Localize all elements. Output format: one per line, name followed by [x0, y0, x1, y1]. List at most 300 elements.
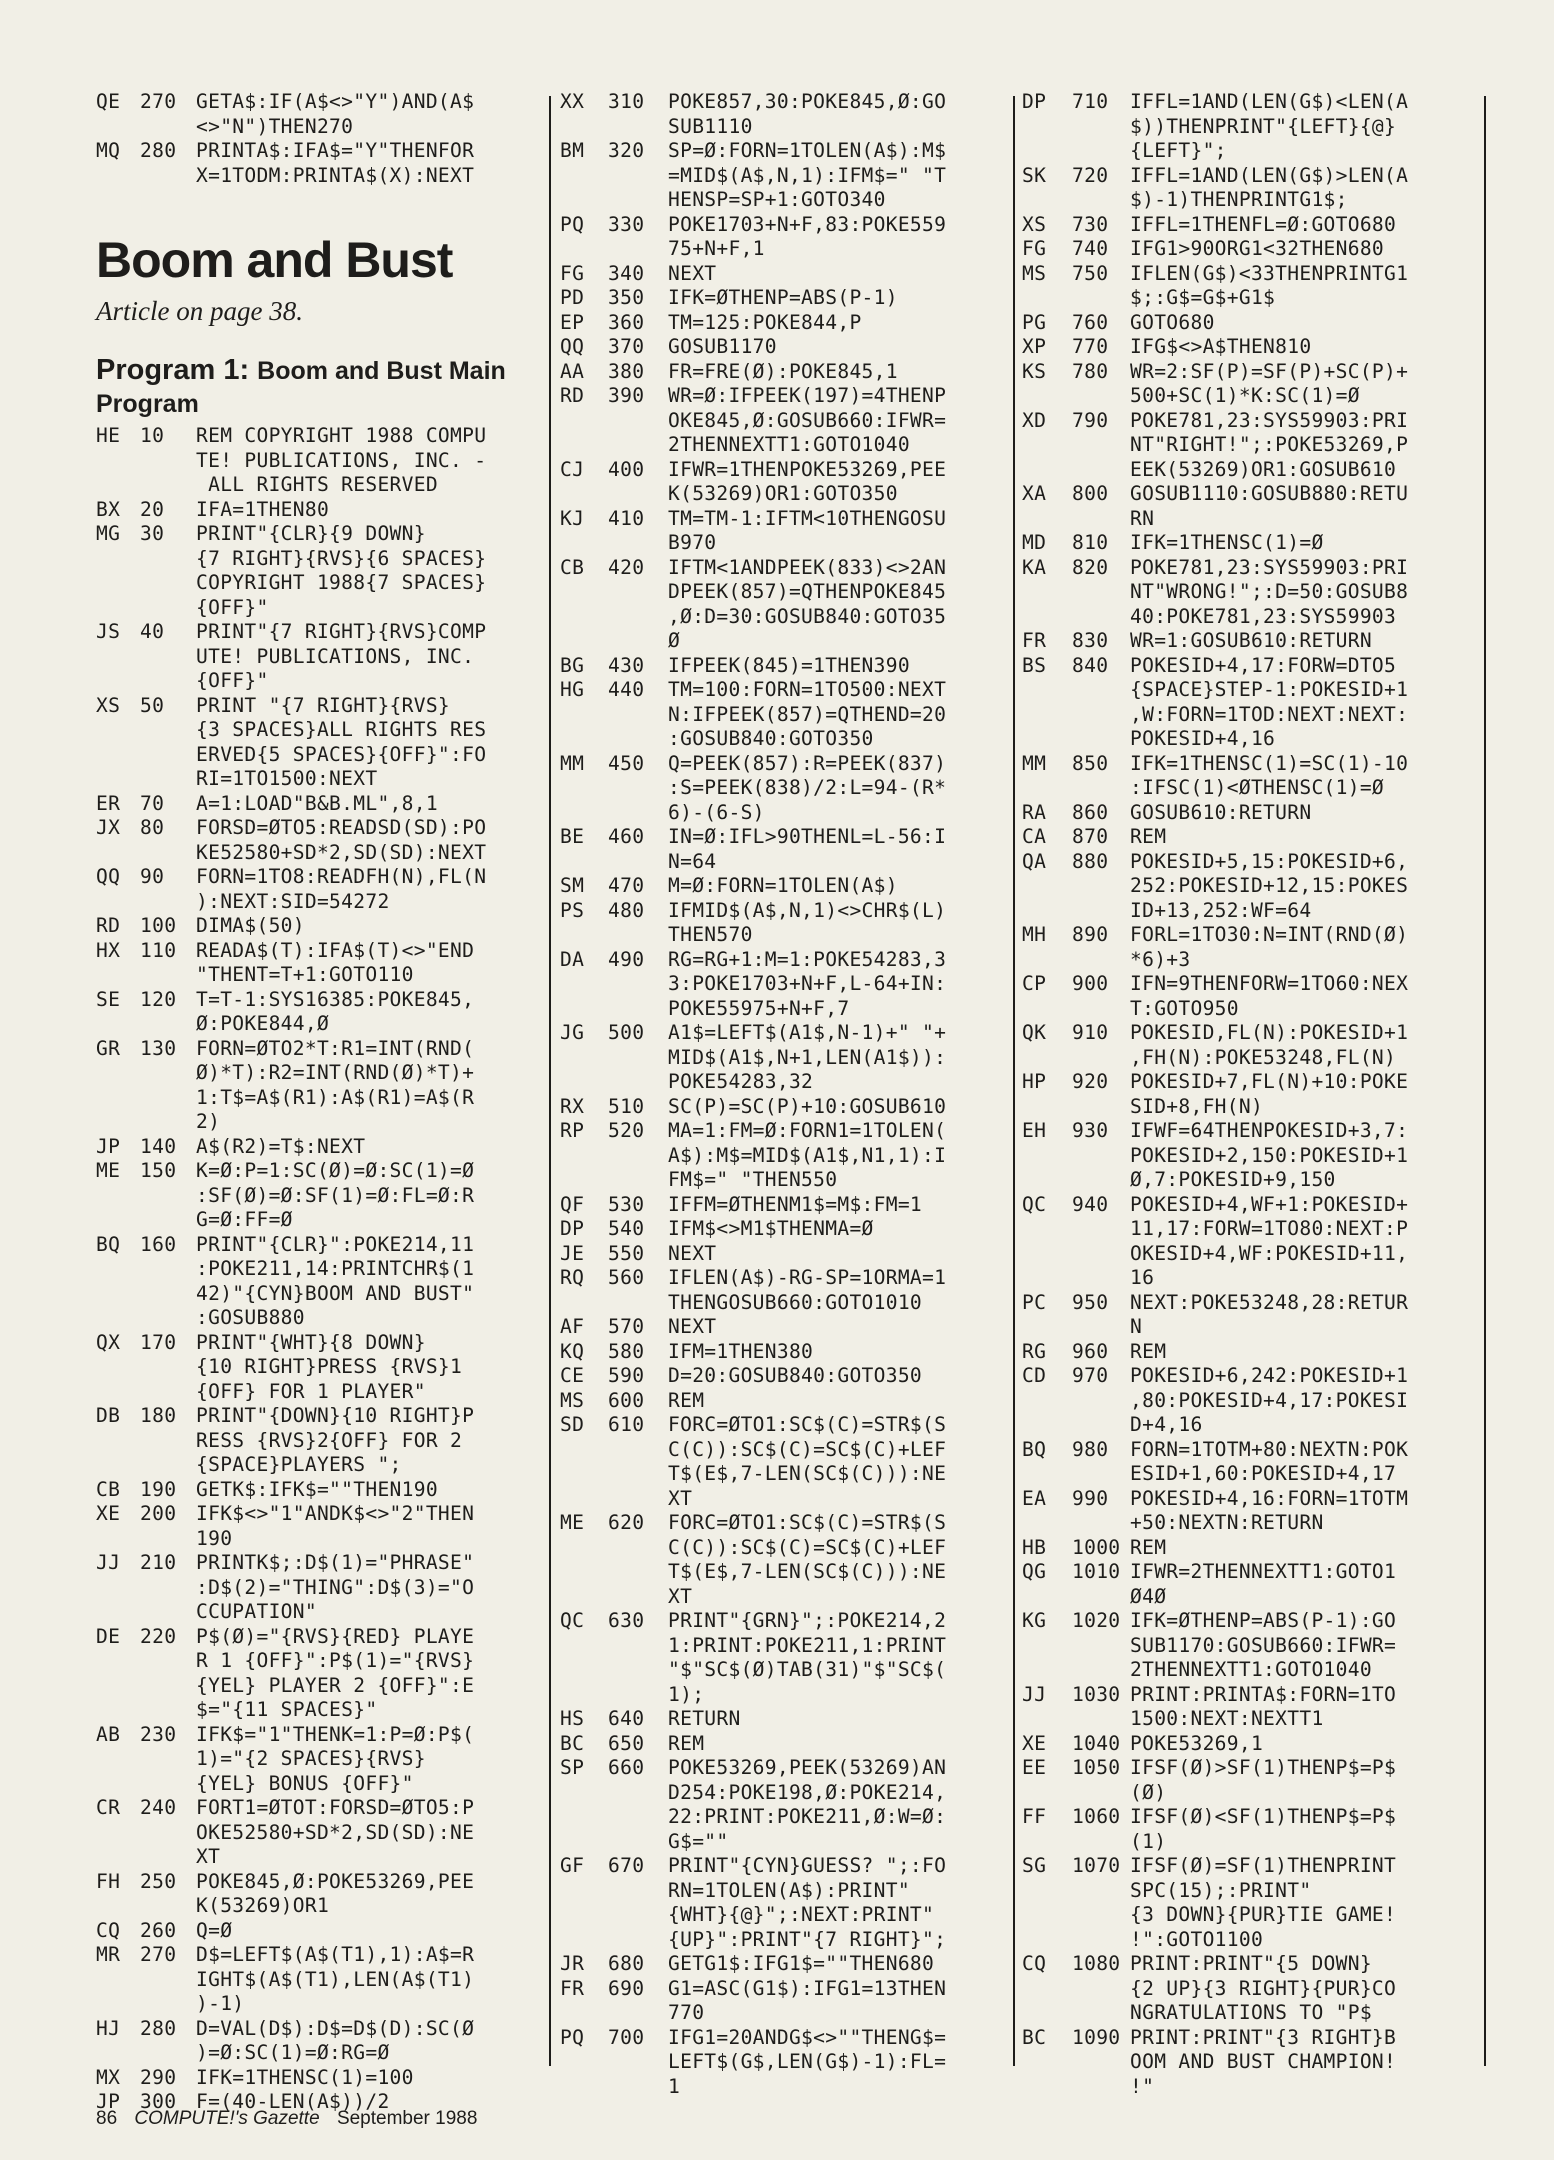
checksum: XA	[1022, 482, 1047, 505]
code-line	[560, 1193, 1010, 1218]
code-text: PRINT:PRINT"{5 DOWN} {2 UP}{3 RIGHT}{PUR}CO NGRATULATIONS TO "P$	[1130, 1952, 1397, 2024]
code-text: D$=LEFT$(A$(T1),1):A$=R IGHT$(A$(T1),LEN(A$(T1) )-1)	[196, 1943, 475, 2015]
checksum: CA	[1022, 825, 1047, 848]
line-number: 30	[140, 522, 165, 545]
code-text: TM=125:POKE844,P	[668, 310, 862, 334]
checksum: DB	[96, 1404, 121, 1427]
code-text: GETK$:IFK$=""THEN190	[196, 1477, 438, 1501]
code-text: REM	[668, 1388, 705, 1412]
code-line	[560, 1732, 1010, 1757]
checksum: GR	[96, 1036, 121, 1060]
line-number: 240	[140, 1796, 177, 1819]
line-number: 670	[608, 1854, 645, 1877]
line-number: 280	[140, 2016, 177, 2040]
code-text: IFK=1THENSC(1)=Ø	[1130, 531, 1324, 554]
checksum: QE	[96, 90, 121, 113]
code-line	[560, 1977, 1010, 2026]
code-text: IFLEN(G$)<33THENPRINTG1 $;:G$=G$+G1$	[1130, 261, 1409, 309]
line-number: 720	[1072, 163, 1109, 187]
checksum: BX	[96, 497, 121, 521]
line-number: 890	[1072, 923, 1109, 946]
code-line	[1022, 1732, 1482, 1757]
checksum: QQ	[96, 865, 121, 888]
code-line	[96, 914, 536, 939]
code-text: POKE781,23:SYS59903:PRI NT"RIGHT!";:POKE53269,P EEK(53269)OR1:GOSUB610	[1130, 408, 1409, 481]
checksum: ME	[96, 1159, 121, 1182]
checksum: QA	[1022, 849, 1047, 873]
code-line	[560, 948, 1010, 1022]
checksum: CQ	[96, 1918, 121, 1942]
checksum: PC	[1022, 1290, 1047, 1314]
checksum: DA	[560, 947, 585, 971]
code-text: IFG$<>A$THEN810	[1130, 335, 1312, 358]
code-text: M=Ø:FORN=1TOLEN(A$)	[668, 874, 898, 897]
code-line	[1022, 164, 1482, 213]
line-number: 430	[608, 653, 645, 677]
code-text: NEXT	[668, 261, 717, 285]
code-line	[96, 2066, 536, 2091]
code-text: A$(R2)=T$:NEXT	[196, 1134, 366, 1158]
checksum: SG	[1022, 1854, 1047, 1877]
code-text: IFSF(Ø)>SF(1)THENP$=P$ (Ø)	[1130, 1756, 1397, 1804]
line-number: 880	[1072, 849, 1109, 873]
checksum: ER	[96, 791, 121, 815]
checksum: MD	[1022, 531, 1047, 554]
code-line	[560, 654, 1010, 679]
line-number: 740	[1072, 237, 1109, 260]
line-number: 190	[140, 1477, 177, 1501]
code-text: TM=TM-1:IFTM<10THENGOSU B970	[668, 506, 947, 554]
checksum: RG	[1022, 1339, 1047, 1363]
code-text: F=(40-LEN(A$))/2	[196, 2090, 390, 2113]
listing-column-1	[96, 90, 536, 2115]
code-text: PRINT:PRINTA$:FORN=1TO 1500:NEXT:NEXTT1	[1130, 1682, 1397, 1730]
line-number: 540	[608, 1217, 645, 1240]
checksum: QK	[1022, 1021, 1047, 1044]
checksum: JP	[96, 1134, 121, 1158]
code-line	[1022, 556, 1482, 630]
line-number: 690	[608, 1976, 645, 2000]
code-line	[1022, 972, 1482, 1021]
checksum: XP	[1022, 335, 1047, 358]
checksum: HB	[1022, 1535, 1047, 1559]
checksum: HS	[560, 1707, 585, 1730]
line-number: 440	[608, 678, 645, 701]
listing-column-3	[1022, 90, 1482, 2099]
line-number: 1030	[1072, 1682, 1121, 1706]
checksum: BQ	[1022, 1437, 1047, 1461]
code-text: POKESID+4,16:FORN=1TOTM +50:NEXTN:RETURN	[1130, 1486, 1409, 1534]
checksum: KS	[1022, 359, 1047, 383]
line-number: 620	[608, 1511, 645, 1534]
checksum: MM	[1022, 751, 1047, 775]
line-number: 570	[608, 1315, 645, 1338]
line-number: 800	[1072, 482, 1109, 505]
line-number: 910	[1072, 1021, 1109, 1044]
line-number: 400	[608, 457, 645, 481]
code-line	[560, 1707, 1010, 1732]
checksum: BS	[1022, 653, 1047, 677]
code-line	[560, 286, 1010, 311]
checksum: PQ	[560, 212, 585, 236]
code-text: IFWF=64THENPOKESID+3,7: POKESID+2,150:POKESID+1 Ø,7:POKESID+9,150	[1130, 1119, 1409, 1191]
code-text: FR=FRE(Ø):POKE845,1	[668, 359, 898, 383]
code-text: IN=Ø:IFL>90THENL=L-56:I N=64	[668, 825, 947, 873]
code-text: A1$=LEFT$(A1$,N-1)+" "+ MID$(A1$,N+1,LEN(A1$)): POKE54283,32	[668, 1021, 947, 1093]
code-line	[96, 90, 536, 139]
checksum: KJ	[560, 506, 585, 530]
checksum: KG	[1022, 1609, 1047, 1632]
checksum: JX	[96, 816, 121, 839]
code-line	[560, 507, 1010, 556]
code-line	[1022, 1952, 1482, 2026]
page-number: 86	[96, 2108, 118, 2129]
code-text: IFK$="1"THENK=1:P=Ø:P$( 1)="{2 SPACES}{RVS} {YEL} BONUS {OFF}"	[196, 1722, 475, 1795]
line-number: 220	[140, 1624, 177, 1648]
checksum: PD	[560, 286, 585, 309]
code-line	[96, 1135, 536, 1160]
checksum: BC	[1022, 2025, 1047, 2049]
code-line	[560, 311, 1010, 336]
line-number: 310	[608, 90, 645, 113]
checksum: JE	[560, 1241, 585, 1265]
code-line	[96, 1037, 536, 1135]
checksum: MS	[560, 1388, 585, 1412]
code-line	[1022, 311, 1482, 336]
line-number: 700	[608, 2025, 645, 2049]
code-line	[1022, 1560, 1482, 1609]
code-line	[1022, 237, 1482, 262]
code-text: IFG1>90ORG1<32THEN680	[1130, 237, 1385, 260]
code-text: Q=PEEK(857):R=PEEK(837) :S=PEEK(838)/2:L=94-(R* 6)-(6-S)	[668, 751, 947, 824]
checksum: BC	[560, 1731, 585, 1755]
code-line	[560, 458, 1010, 507]
code-line	[560, 1854, 1010, 1952]
checksum: RQ	[560, 1266, 585, 1289]
code-text: IFM=1THEN380	[668, 1339, 814, 1363]
line-number: 100	[140, 914, 177, 937]
code-line	[1022, 752, 1482, 801]
line-number: 1000	[1072, 1535, 1121, 1559]
code-text: POKESID,FL(N):POKESID+1 ,FH(N):POKE53248,FL(N)	[1130, 1021, 1409, 1069]
checksum: RX	[560, 1094, 585, 1118]
code-text: WR=1:GOSUB610:RETURN	[1130, 629, 1372, 652]
line-number: 730	[1072, 212, 1109, 236]
checksum: QG	[1022, 1560, 1047, 1583]
checksum: CB	[96, 1477, 121, 1501]
checksum: FR	[1022, 629, 1047, 652]
code-text: NEXT:POKE53248,28:RETUR N	[1130, 1290, 1409, 1338]
checksum: FR	[560, 1976, 585, 2000]
line-number: 280	[140, 139, 177, 162]
code-line	[96, 792, 536, 817]
line-number: 810	[1072, 531, 1109, 554]
checksum: HP	[1022, 1070, 1047, 1093]
checksum: QC	[560, 1609, 585, 1632]
code-line	[560, 1609, 1010, 1707]
code-text: G1=ASC(G1$):IFG1=13THEN 770	[668, 1976, 947, 2024]
code-line	[560, 1119, 1010, 1193]
checksum: DE	[96, 1624, 121, 1648]
code-line	[1022, 1854, 1482, 1952]
checksum: SE	[96, 987, 121, 1011]
checksum: KA	[1022, 555, 1047, 579]
checksum: FH	[96, 1869, 121, 1893]
checksum: FG	[1022, 237, 1047, 260]
code-line	[1022, 1756, 1482, 1805]
checksum: XE	[1022, 1731, 1047, 1755]
line-number: 330	[608, 212, 645, 236]
line-number: 370	[608, 335, 645, 358]
code-line	[1022, 2026, 1482, 2100]
line-number: 170	[140, 1330, 177, 1354]
listing-block	[1022, 90, 1482, 2099]
line-number: 80	[140, 816, 165, 839]
code-line	[560, 262, 1010, 287]
code-text: D=VAL(D$):D$=D$(D):SC(Ø )=Ø:SC(1)=Ø:RG=Ø	[196, 2016, 475, 2064]
code-text: REM	[1130, 1339, 1167, 1363]
checksum: AF	[560, 1315, 585, 1338]
code-text: POKE53269,PEEK(53269)AN D254:POKE198,Ø:POKE214, 22:PRINT:POKE211,Ø:W=Ø: G$=""	[668, 1756, 947, 1853]
code-text: DIMA$(50)	[196, 914, 305, 937]
code-text: PRINT"{WHT}{8 DOWN} {10 RIGHT}PRESS {RVS}1 {OFF} FOR 1 PLAYER"	[196, 1330, 463, 1403]
line-number: 950	[1072, 1290, 1109, 1314]
checksum: PQ	[560, 2025, 585, 2049]
code-line	[560, 1364, 1010, 1389]
checksum: CQ	[1022, 1952, 1047, 1975]
code-line	[96, 1478, 536, 1503]
line-number: 580	[608, 1339, 645, 1363]
line-number: 50	[140, 693, 165, 717]
line-number: 640	[608, 1707, 645, 1730]
line-number: 230	[140, 1722, 177, 1746]
line-number: 490	[608, 947, 645, 971]
checksum: BQ	[96, 1232, 121, 1256]
code-line	[1022, 213, 1482, 238]
checksum: HX	[96, 938, 121, 962]
code-line	[96, 522, 536, 620]
code-text: GETG1$:IFG1$=""THEN680	[668, 1952, 935, 1975]
code-line	[1022, 1487, 1482, 1536]
code-line	[560, 874, 1010, 899]
code-line	[560, 139, 1010, 213]
checksum: MQ	[96, 139, 121, 162]
code-line	[560, 1217, 1010, 1242]
code-line	[560, 335, 1010, 360]
code-text: FORT1=ØTOT:FORSD=ØTO5:P OKE52580+SD*2,SD(SD):NE XT	[196, 1796, 475, 1868]
code-line	[1022, 801, 1482, 826]
checksum: QF	[560, 1192, 585, 1216]
checksum: BE	[560, 825, 585, 848]
checksum: JP	[96, 2090, 121, 2113]
code-text: PRINT"{7 RIGHT}{RVS}COMP UTE! PUBLICATIONS, INC. {OFF}"	[196, 620, 487, 692]
code-line	[1022, 531, 1482, 556]
line-number: 10	[140, 424, 165, 447]
line-number: 460	[608, 825, 645, 848]
checksum: CJ	[560, 457, 585, 481]
line-number: 140	[140, 1134, 177, 1158]
checksum: JJ	[96, 1551, 121, 1574]
code-text: SC(P)=SC(P)+10:GOSUB610	[668, 1094, 947, 1118]
code-text: POKESID+5,15:POKESID+6, 252:POKESID+12,15:POKES ID+13,252:WF=64	[1130, 849, 1409, 922]
line-number: 180	[140, 1404, 177, 1427]
code-line	[96, 424, 536, 498]
code-text: PRINT"{GRN}";:POKE214,2 1:PRINT:POKE211,1:PRINT "$"SC$(Ø)TAB(31)"$"SC$( 1);	[668, 1609, 947, 1706]
checksum: DP	[560, 1217, 585, 1240]
checksum: XX	[560, 90, 585, 113]
checksum: SK	[1022, 163, 1047, 187]
checksum: BM	[560, 139, 585, 162]
code-line	[1022, 1291, 1482, 1340]
line-number: 830	[1072, 629, 1109, 652]
code-text: PRINTK$;:D$(1)="PHRASE" :D$(2)="THING":D$(3)="O CCUPATION"	[196, 1551, 475, 1623]
line-number: 380	[608, 359, 645, 383]
code-line	[560, 360, 1010, 385]
code-text: IFSF(Ø)<SF(1)THENP$=P$ (1)	[1130, 1805, 1397, 1853]
code-line	[1022, 1536, 1482, 1561]
line-number: 870	[1072, 825, 1109, 848]
checksum: BG	[560, 653, 585, 677]
code-text: Q=Ø	[196, 1918, 233, 1942]
checksum: HJ	[96, 2016, 121, 2040]
code-line	[1022, 1683, 1482, 1732]
line-number: 550	[608, 1241, 645, 1265]
code-line	[560, 1389, 1010, 1414]
code-line	[560, 213, 1010, 262]
code-line	[560, 1021, 1010, 1095]
line-number: 660	[608, 1756, 645, 1779]
line-number: 120	[140, 987, 177, 1011]
checksum: DP	[1022, 90, 1047, 113]
code-text: FORL=1TO30:N=INT(RND(Ø) *6)+3	[1130, 923, 1409, 971]
listing-block	[96, 90, 536, 188]
code-text: IFK=ØTHENP=ABS(P-1)	[668, 286, 898, 309]
line-number: 110	[140, 938, 177, 962]
code-line	[1022, 654, 1482, 752]
checksum: PG	[1022, 310, 1047, 334]
code-line	[560, 1242, 1010, 1267]
page-footer	[96, 2108, 477, 2130]
line-number: 320	[608, 139, 645, 162]
code-line	[1022, 1805, 1482, 1854]
code-text: IFFL=1AND(LEN(G$)<LEN(A $))THENPRINT"{LEFT}{@} {LEFT}";	[1130, 90, 1409, 162]
code-line	[96, 1502, 536, 1551]
code-text: POKESID+4,WF+1:POKESID+ 11,17:FORW=1TO80:NEXT:P OKESID+4,WF:POKESID+11, 16	[1130, 1192, 1409, 1289]
code-line	[96, 620, 536, 694]
checksum: GF	[560, 1854, 585, 1877]
line-number: 820	[1072, 555, 1109, 579]
checksum: JG	[560, 1021, 585, 1044]
line-number: 940	[1072, 1192, 1109, 1216]
line-number: 150	[140, 1159, 177, 1182]
checksum: RD	[560, 384, 585, 407]
line-number: 480	[608, 898, 645, 922]
code-line	[1022, 923, 1482, 972]
code-text: POKESID+4,17:FORW=DTO5 {SPACE}STEP-1:POKESID+1 ,W:FORN=1TOD:NEXT:NEXT: POKESID+4,16	[1130, 653, 1409, 750]
line-number: 900	[1072, 972, 1109, 995]
code-text: D=20:GOSUB840:GOTO350	[668, 1364, 923, 1387]
code-line	[1022, 850, 1482, 924]
code-text: IFSF(Ø)=SF(1)THENPRINT SPC(15);:PRINT" {3 DOWN}{PUR}TIE GAME! !":GOTO1100	[1130, 1854, 1397, 1951]
code-line	[560, 1756, 1010, 1854]
code-text: IFK$<>"1"ANDK$<>"2"THEN 190	[196, 1502, 475, 1550]
checksum: SD	[560, 1413, 585, 1436]
code-line	[560, 1952, 1010, 1977]
code-line	[96, 1331, 536, 1405]
line-number: 420	[608, 555, 645, 579]
line-number: 990	[1072, 1486, 1109, 1510]
code-text: IFN=9THENFORW=1TO60:NEX T:GOTO950	[1130, 972, 1409, 1020]
code-text: NEXT	[668, 1241, 717, 1265]
line-number: 650	[608, 1731, 645, 1755]
line-number: 560	[608, 1266, 645, 1289]
program-heading	[96, 354, 536, 420]
line-number: 590	[608, 1364, 645, 1387]
code-text: SP=Ø:FORN=1TOLEN(A$):M$ =MID$(A$,N,1):IFM$=" "T HENSP=SP+1:GOTO340	[668, 139, 947, 211]
line-number: 1070	[1072, 1854, 1121, 1877]
code-text: REM	[668, 1731, 705, 1755]
checksum: JR	[560, 1952, 585, 1975]
code-line	[560, 2026, 1010, 2100]
line-number: 1080	[1072, 1952, 1121, 1975]
line-number: 1010	[1072, 1560, 1121, 1583]
line-number: 710	[1072, 90, 1109, 113]
checksum: MH	[1022, 923, 1047, 946]
issue-date: September 1988	[336, 2108, 478, 2129]
code-text: PRINT"{DOWN}{10 RIGHT}P RESS {RVS}2{OFF} FOR 2 {SPACE}PLAYERS ";	[196, 1404, 475, 1476]
column-rule	[1484, 96, 1486, 2066]
line-number: 840	[1072, 653, 1109, 677]
code-text: IFMID$(A$,N,1)<>CHR$(L) THEN570	[668, 898, 947, 946]
program-label: Program 1:	[96, 354, 250, 386]
line-number: 350	[608, 286, 645, 309]
code-line	[1022, 262, 1482, 311]
checksum: HE	[96, 424, 121, 447]
checksum: XS	[1022, 212, 1047, 236]
code-text: REM COPYRIGHT 1988 COMPU TE! PUBLICATIONS, INC. - ALL RIGHTS RESERVED	[196, 424, 487, 496]
code-text: POKE1703+N+F,83:POKE559 75+N+F,1	[668, 212, 947, 260]
checksum: RA	[1022, 800, 1047, 824]
line-number: 40	[140, 620, 165, 643]
checksum: AA	[560, 359, 585, 383]
code-text: IFPEEK(845)=1THEN390	[668, 653, 910, 677]
checksum: QX	[96, 1330, 121, 1354]
code-text: IFK=1THENSC(1)=SC(1)-10 :IFSC(1)<ØTHENSC(1)=Ø	[1130, 751, 1409, 799]
code-line	[1022, 629, 1482, 654]
line-number: 300	[140, 2090, 177, 2113]
line-number: 470	[608, 874, 645, 897]
checksum: PS	[560, 898, 585, 922]
code-line	[1022, 1364, 1482, 1438]
code-text: FORN=ØTO2*T:R1=INT(RND( Ø)*T):R2=INT(RND(Ø)*T)+ 1:T$=A$(R1):A$(R1)=A$(R 2)	[196, 1036, 475, 1133]
line-number: 270	[140, 1943, 177, 1966]
code-text: MA=1:FM=Ø:FORN1=1TOLEN( A$):M$=MID$(A1$,N1,1):I FM$=" "THEN550	[668, 1119, 947, 1191]
code-text: A=1:LOAD"B&B.ML",8,1	[196, 791, 438, 815]
code-line	[560, 1413, 1010, 1511]
code-line	[1022, 1438, 1482, 1487]
code-line	[96, 1919, 536, 1944]
line-number: 850	[1072, 751, 1109, 775]
listing-block	[560, 90, 1010, 2099]
code-text: POKE53269,1	[1130, 1731, 1264, 1755]
checksum: MX	[96, 2065, 121, 2089]
code-text: IFK=ØTHENP=ABS(P-1):GO SUB1170:GOSUB660:IFWR= 2THENNEXTT1:GOTO1040	[1130, 1609, 1397, 1681]
code-line	[1022, 1119, 1482, 1193]
checksum: JJ	[1022, 1682, 1047, 1706]
line-number: 210	[140, 1551, 177, 1574]
code-text: RETURN	[668, 1707, 741, 1730]
code-text: IFLEN(A$)-RG-SP=1ORMA=1 THENGOSUB660:GOTO1010	[668, 1266, 947, 1314]
